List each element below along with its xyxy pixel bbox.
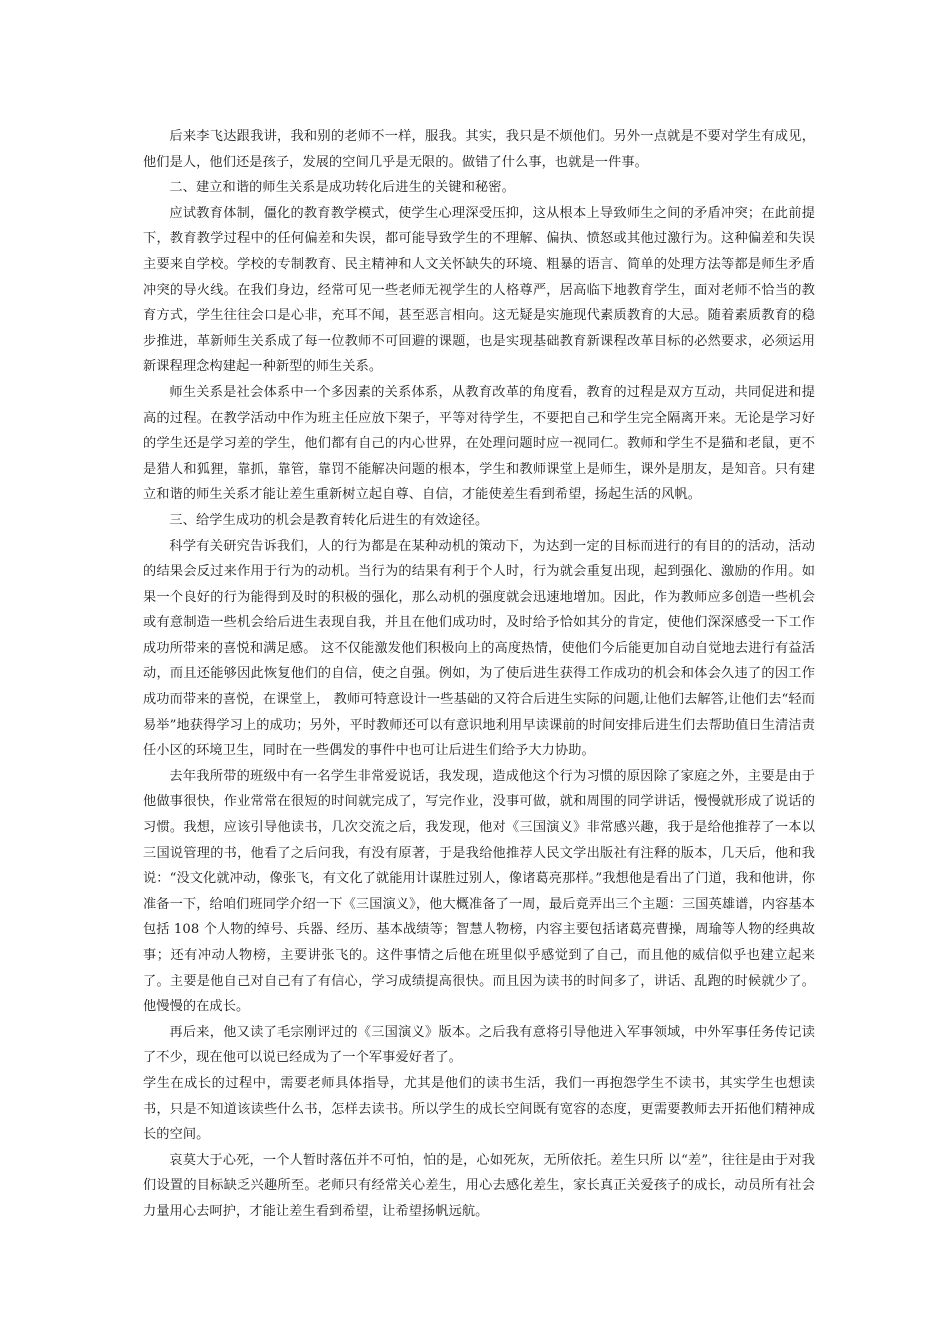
paragraph-exam-education: 应试教育体制，僵化的教育教学模式，使学生心理深受压抑，这从根本上导致师生之间的矛盾冲突；在此前提下，教育教学过程中的任何偏差和失误，都可能导致学生的不理解、偏执、愤怒或其他过激行为。这种偏差和失误主要来自学校。学校的专制教育、民主精神和人文关怀缺失的环境、粗暴的语言、简单的处理方法等都是师生矛盾冲突的导火线。在我们身边，经常可见一些老师无视学生的人格尊严，居高临下地教育学生，面对老师不恰当的教育方式，学生往往会口是心非，充耳不闻，甚至恶言相向。这无疑是实施现代素质教育的大忌。随着素质教育的稳步推进，革新师生关系成了每一位教师不可回避的课题，也是实现基础教育新课程改革目标的必然要求，必须运用新课程理念构建起一种新型的师生关系。 <box>143 205 815 375</box>
paragraph-reading-guidance: 学生在成长的过程中，需要老师具体指导，尤其是他们的读书生活，我们一再抱怨学生不读书，其实学生也想读书，只是不知道该读些什么书，怎样去读书。所以学生的成长空间既有宽容的态度，更需要教师去开拓他们精神成长的空间。 <box>143 1075 815 1143</box>
paragraph-conclusion: 哀莫大于心死，一个人暂时落伍并不可怕，怕的是，心如死灰，无所依托。差生只所 以“差”，往往是由于对我们设置的目标缺乏兴趣所至。老师只有经常关心差生，用心去感化差生，家长真正关爱孩子的成长，动员所有社会力量用心去呵护，才能让差生看到希望，让希望扬帆远航。 <box>143 1152 815 1219</box>
paragraph-later-reading: 再后来，他又读了毛宗刚评过的《三国演义》版本。之后我有意将引导他进入军事领域，中外军事任务传记读了不少，现在他可以说已经成为了一个军事爱好者了。 <box>143 1024 815 1066</box>
section-heading-3: 三、给学生成功的机会是教育转化后进生的有效途径。 <box>169 512 489 528</box>
section-heading-2: 二、建立和谐的师生关系是成功转化后进生的关键和秘密。 <box>169 180 515 196</box>
paragraph-intro: 后来李飞达跟我讲，我和别的老师不一样，服我。其实，我只是不烦他们。另外一点就是不要对学生有成见，他们是人，他们还是孩子，发展的空间几乎是无限的。做错了什么事，也就是一件事。 <box>143 129 815 170</box>
document-page <box>143 124 815 1225</box>
paragraph-success-opportunity: 科学有关研究告诉我们，人的行为都是在某种动机的策动下，为达到一定的目标而进行的有目的的活动，活动的结果会反过来作用于行为的动机。当行为的结果有利于个人时，行为就会重复出现，起到强化、激励的作用。如果一个良好的行为能得到及时的积极的强化，那么动机的强度就会迅速地增加。因此，作为教师应多创造一些机会或有意制造一些机会给后进生表现自我，并且在他们成功时，及时给予恰如其分的肯定，使他们深深感受一下工作成功所带来的喜悦和满足感。 这不仅能激发他们积极向上的高度热情，使他们今后能更加自动自觉地去进行有益活动，而且还能够因此恢复他们的自信，使之自强。例如，为了使后进生获得工作成功的机会和体会久违了的因工作成功而带来的喜悦，在课堂上， 教师可特意设计一些基础的又符合后进生实际的问题,让他们去解答,让他们去“轻而易举”地获得学习上的成功；另外，平时教师还可以有意识地利用早读课前的时间安排后进生们去帮助值日生清洁责任小区的环境卫生，同时在一些偶发的事件中也可让后进生们给予大力协助。 <box>143 538 815 759</box>
paragraph-student-story: 去年我所带的班级中有一名学生非常爱说话，我发现，造成他这个行为习惯的原因除了家庭之外，主要是由于他做事很快，作业常常在很短的时间就完成了，写完作业，没事可做，就和周围的同学讲话，慢慢就形成了说话的习惯。我想，应该引导他读书，几次交流之后，我发现，他对《三国演义》非常感兴趣，我于是给他推荐了一本以三国说管理的书，他看了之后问我，有没有原著，于是我给他推荐人民文学出版社有注释的版本，几天后，他和我说：“没文化就冲动，像张飞，有文化了就能用计谋胜过别人，像诸葛亮那样。”我想他是看出了门道，我和他讲，你准备一下，给咱们班同学介绍一下《三国演义》，他大概准备了一周，最后竟弄出三个主题：三国英雄谱，内容基本包括 108 个人物的绰号、兵器、经历、基本战绩等；智慧人物榜，内容主要包括诸葛亮曹操，周瑜等人物的经典故事；还有冲动人物榜，主要讲张飞的。这件事情之后他在班里似乎感觉到了自己，而且他的威信似乎也建立起来了。主要是他自己对自己有了有信心，学习成绩提高很快。而且因为读书的时间多了，讲话、乱跑的时候就少了。他慢慢的在成长。 <box>143 768 815 1015</box>
paragraph-teacher-student-relation: 师生关系是社会体系中一个多因素的关系体系，从教育改革的角度看，教育的过程是双方互动，共同促进和提高的过程。在教学活动中作为班主任应放下架子，平等对待学生，不要把自己和学生完全隔离开来。无论是学习好的学生还是学习差的学生，他们都有自己的内心世界，在处理问题时应一视同仁。教师和学生不是猫和老鼠，更不是猎人和狐狸，靠抓，靠管，靠罚不能解决问题的根本，学生和教师课堂上是师生，课外是朋友，是知音。只有建立和谐的师生关系才能让差生重新树立起自尊、自信，才能使差生看到希望，扬起生活的风帆。 <box>143 384 815 503</box>
